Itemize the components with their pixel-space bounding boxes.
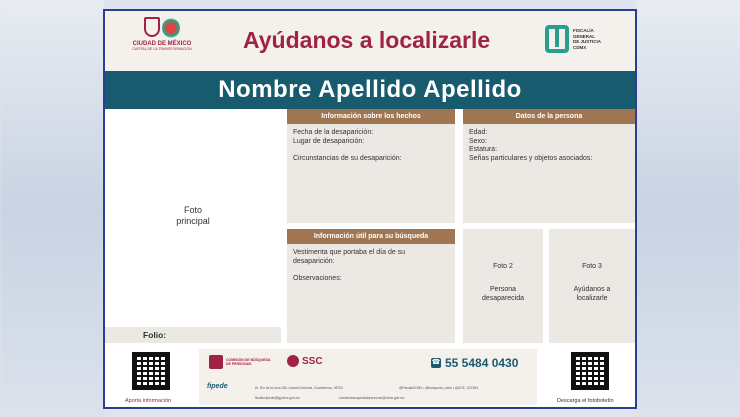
phone-number[interactable] bbox=[431, 356, 518, 370]
main-photo-label-line: principal bbox=[176, 216, 210, 226]
phone-text: 55 5484 0430 bbox=[445, 356, 519, 370]
cbp-logo bbox=[209, 355, 271, 369]
cbp-icon bbox=[209, 355, 223, 369]
qr-code-left-icon[interactable] bbox=[132, 352, 170, 390]
field-label: desaparición: bbox=[293, 257, 335, 265]
footer-contact-block bbox=[199, 349, 537, 405]
fgj-logo-line: GENERAL bbox=[573, 33, 596, 39]
poster-title: Ayúdanos a localizarle bbox=[243, 27, 491, 53]
fgj-emblem-icon bbox=[545, 25, 569, 53]
cdmx-logo-subtitle: CAPITAL DE LA TRANSFORMACIÓN bbox=[132, 47, 192, 51]
main-photo-area bbox=[105, 109, 281, 327]
spacer bbox=[293, 266, 451, 275]
field-label: Observaciones: bbox=[293, 274, 342, 282]
field-label: Fecha de la desaparición: bbox=[293, 129, 374, 136]
cbp-logo-line: DE PERSONAS bbox=[226, 362, 252, 366]
field-label: Lugar de desaparición: bbox=[293, 137, 365, 145]
cdmx-emblem-icon bbox=[144, 17, 180, 39]
ssc-text: SSC bbox=[302, 355, 323, 367]
caption-line: desaparecida bbox=[481, 295, 525, 302]
field-label: Vestimenta que portaba el día de su bbox=[293, 249, 406, 256]
photo-3-box bbox=[549, 229, 635, 343]
panel-datos bbox=[463, 109, 635, 223]
field-label: Estatura: bbox=[469, 146, 498, 153]
main-photo-label-line: Foto bbox=[183, 205, 202, 215]
panel-util bbox=[287, 229, 455, 343]
poster-header bbox=[105, 11, 635, 71]
social-text: @FiscaliaCDMX • @busqueda_cdmx • @UCE_GCDMX bbox=[399, 386, 479, 390]
phone-icon: ☎ bbox=[431, 359, 441, 366]
fgj-logo-line: CDMX bbox=[573, 44, 587, 50]
email-cbp[interactable]: comisionbusquedadepersonas@cdmx.gob.mx bbox=[339, 396, 405, 400]
photo-3-caption bbox=[549, 285, 635, 303]
field-label: Circunstancias de su desaparición: bbox=[293, 154, 402, 162]
cdmx-logo bbox=[127, 17, 197, 67]
missing-person-poster bbox=[103, 9, 637, 409]
panel-datos-title: Datos de la persona bbox=[463, 109, 635, 124]
field-label: Señas particulares y objetos asociados: bbox=[469, 154, 593, 162]
cbp-logo-line: COMISIÓN DE BÚSQUEDA bbox=[226, 357, 271, 362]
fgj-logo-line: FISCALÍA bbox=[573, 28, 594, 33]
background-right bbox=[636, 0, 740, 417]
spacer bbox=[293, 146, 451, 155]
photo-2-caption bbox=[463, 285, 543, 303]
caption-line: Persona bbox=[489, 286, 517, 293]
address-text: Dr. Río de la Loza 156, colonia Doctores, Cuauhtémoc, 06720 bbox=[255, 386, 343, 390]
panel-hechos bbox=[287, 109, 455, 223]
person-name: Nombre Apellido Apellido bbox=[105, 71, 635, 109]
panel-util-title: Información útil para su búsqueda bbox=[287, 229, 455, 244]
fipede-logo: fipede bbox=[207, 383, 228, 390]
caption-line: localizarle bbox=[576, 295, 608, 302]
folio-label: Folio: bbox=[105, 327, 281, 343]
field-label: Edad: bbox=[469, 129, 488, 136]
poster-footer bbox=[105, 347, 635, 409]
ssc-icon bbox=[287, 355, 299, 367]
caption-line: Ayúdanos a bbox=[573, 286, 611, 293]
cdmx-logo-title: CIUDAD DE MÉXICO bbox=[132, 41, 192, 47]
panel-hechos-title: Información sobre los hechos bbox=[287, 109, 455, 124]
main-photo-label bbox=[105, 205, 281, 227]
field-label: Sexo: bbox=[469, 137, 487, 145]
ssc-logo bbox=[287, 355, 323, 367]
fgj-logo-line: DE JUSTICIA bbox=[573, 39, 602, 44]
fgj-logo bbox=[545, 25, 601, 53]
qr-code-right-icon[interactable] bbox=[571, 352, 609, 390]
qr-left-caption: Aporta información bbox=[125, 398, 172, 404]
photo-2-box bbox=[463, 229, 543, 343]
photo-2-title: Foto 2 bbox=[493, 263, 513, 270]
email-fipede[interactable]: fiscalia.fipede@fgjcdmx.gob.mx bbox=[255, 396, 300, 400]
qr-right-caption: Descarga el fotoboletín bbox=[557, 398, 614, 404]
background-left bbox=[0, 0, 104, 417]
photo-3-title: Foto 3 bbox=[582, 263, 602, 270]
